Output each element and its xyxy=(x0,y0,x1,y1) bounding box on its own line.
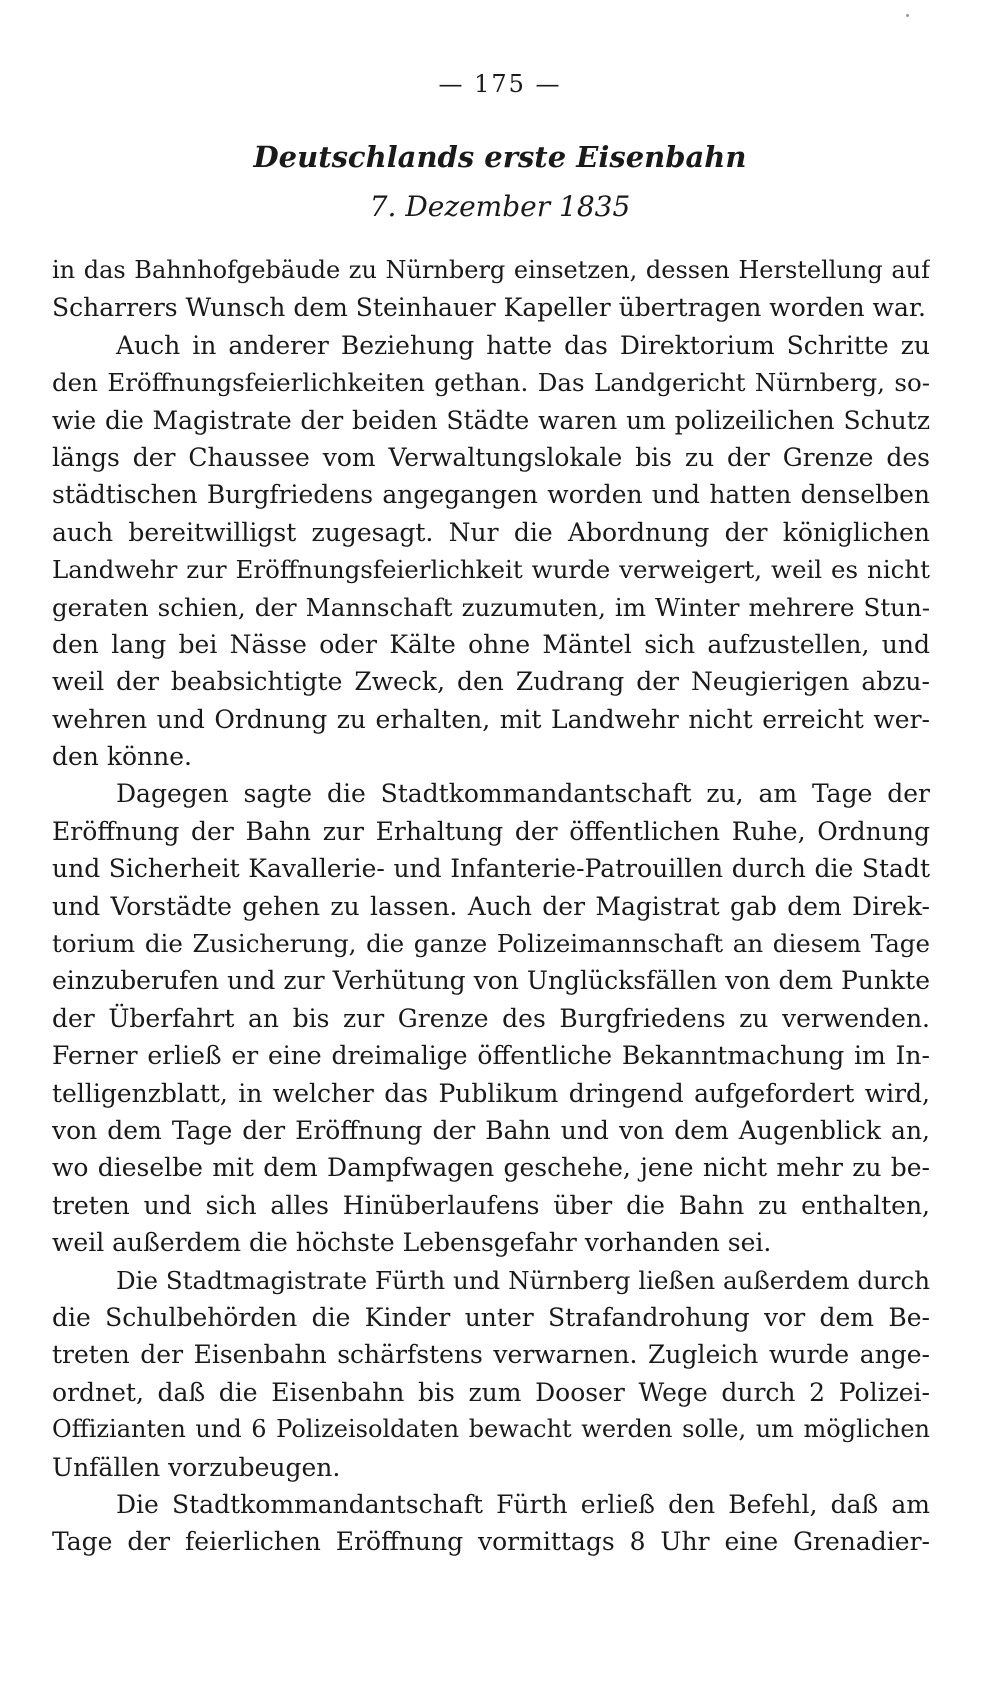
text-line: Dagegen sagte die Stadtkommandantschaft zu, am Tage der xyxy=(116,779,930,809)
text-line: in das Bahnhofgebäude zu Nürnberg einsetzen, dessen Herstellung auf xyxy=(52,256,930,284)
text-line: auch bereitwilligst zugesagt. Nur die Abordnung der königlichen xyxy=(52,517,930,547)
running-title: Deutschlands erste Eisenbahn xyxy=(253,140,747,174)
text-line: weil der beabsichtigte Zweck, den Zudrang der Neugierigen abzu- xyxy=(52,667,930,697)
text-line: weil außerdem die höchste Lebensgefahr vorhanden sei. xyxy=(52,1228,772,1258)
body-text xyxy=(52,252,930,1561)
text-line: Ferner erließ er eine dreimalige öffentliche Bekanntmachung im In- xyxy=(52,1041,930,1071)
page-number: — 175 — xyxy=(438,70,562,98)
text-line: und Vorstädte gehen zu lassen. Auch der Magistrat gab dem Direk- xyxy=(52,891,930,921)
text-line: Offizianten und 6 Polizeisoldaten bewacht werden solle, um möglichen xyxy=(52,1415,930,1444)
text-line: Unfällen vorzubeugen. xyxy=(52,1452,341,1482)
text-line: Eröffnung der Bahn zur Erhaltung der öffentlichen Ruhe, Ordnung xyxy=(52,816,930,846)
text-line: wie die Magistrate der beiden Städte waren um polizeilichen Schutz xyxy=(52,405,930,435)
text-line: Auch in anderer Beziehung hatte das Direktorium Schritte zu xyxy=(116,330,930,360)
text-line: telligenzblatt, in welcher das Publikum dringend aufgefordert wird, xyxy=(52,1078,930,1108)
text-line: Scharrers Wunsch dem Steinhauer Kapeller übertragen worden war. xyxy=(52,293,926,323)
text-line: Die Stadtkommandantschaft Fürth erließ den Befehl, daß am xyxy=(116,1489,930,1519)
text-line: städtischen Burgfriedens angegangen worden und hatten denselben xyxy=(52,480,930,510)
text-line: Landwehr zur Eröffnungsfeierlichkeit wurde verweigert, weil es nicht xyxy=(52,555,930,585)
text-line: den Eröffnungsfeierlichkeiten gethan. Das Landgericht Nürnberg, so- xyxy=(52,368,930,398)
text-line: torium die Zusicherung, die ganze Polizeimannschaft an diesem Tage xyxy=(52,929,930,959)
text-line: wehren und Ordnung zu erhalten, mit Landwehr nicht erreicht wer- xyxy=(52,704,930,734)
text-line: und Sicherheit Kavallerie- und Infanterie-Patrouillen durch die Stadt xyxy=(52,854,930,884)
text-line: treten der Eisenbahn schärfstens verwarnen. Zugleich wurde ange- xyxy=(52,1340,930,1370)
text-line: geraten schien, der Mannschaft zuzumuten, im Winter mehrere Stun- xyxy=(52,592,930,622)
text-line: längs der Chaussee vom Verwaltungslokale bis zu der Grenze des xyxy=(52,442,930,472)
text-line: der Überfahrt an bis zur Grenze des Burgfriedens zu verwenden. xyxy=(52,1003,930,1033)
scan-speck xyxy=(906,14,909,17)
text-line: treten und sich alles Hinüberlaufens über die Bahn zu enthalten, xyxy=(52,1190,930,1220)
text-line: ordnet, daß die Eisenbahn bis zum Dooser Wege durch 2 Polizei- xyxy=(52,1377,930,1407)
text-line: den lang bei Nässe oder Kälte ohne Mäntel sich aufzustellen, und xyxy=(52,629,930,659)
text-line: wo dieselbe mit dem Dampfwagen geschehe, jene nicht mehr zu be- xyxy=(52,1153,930,1183)
text-line: Die Stadtmagistrate Fürth und Nürnberg ließen außerdem durch xyxy=(116,1265,930,1295)
running-date: 7. Dezember 1835 xyxy=(369,190,631,223)
text-line: die Schulbehörden die Kinder unter Strafandrohung vor dem Be- xyxy=(52,1302,930,1332)
text-line: einzuberufen und zur Verhütung von Unglücksfällen von dem Punkte xyxy=(52,966,930,996)
text-line: von dem Tage der Eröffnung der Bahn und von dem Augenblick an, xyxy=(52,1115,930,1145)
text-line: Tage der feierlichen Eröffnung vormittags 8 Uhr eine Grenadier- xyxy=(52,1527,930,1557)
text-line: den könne. xyxy=(52,742,192,772)
